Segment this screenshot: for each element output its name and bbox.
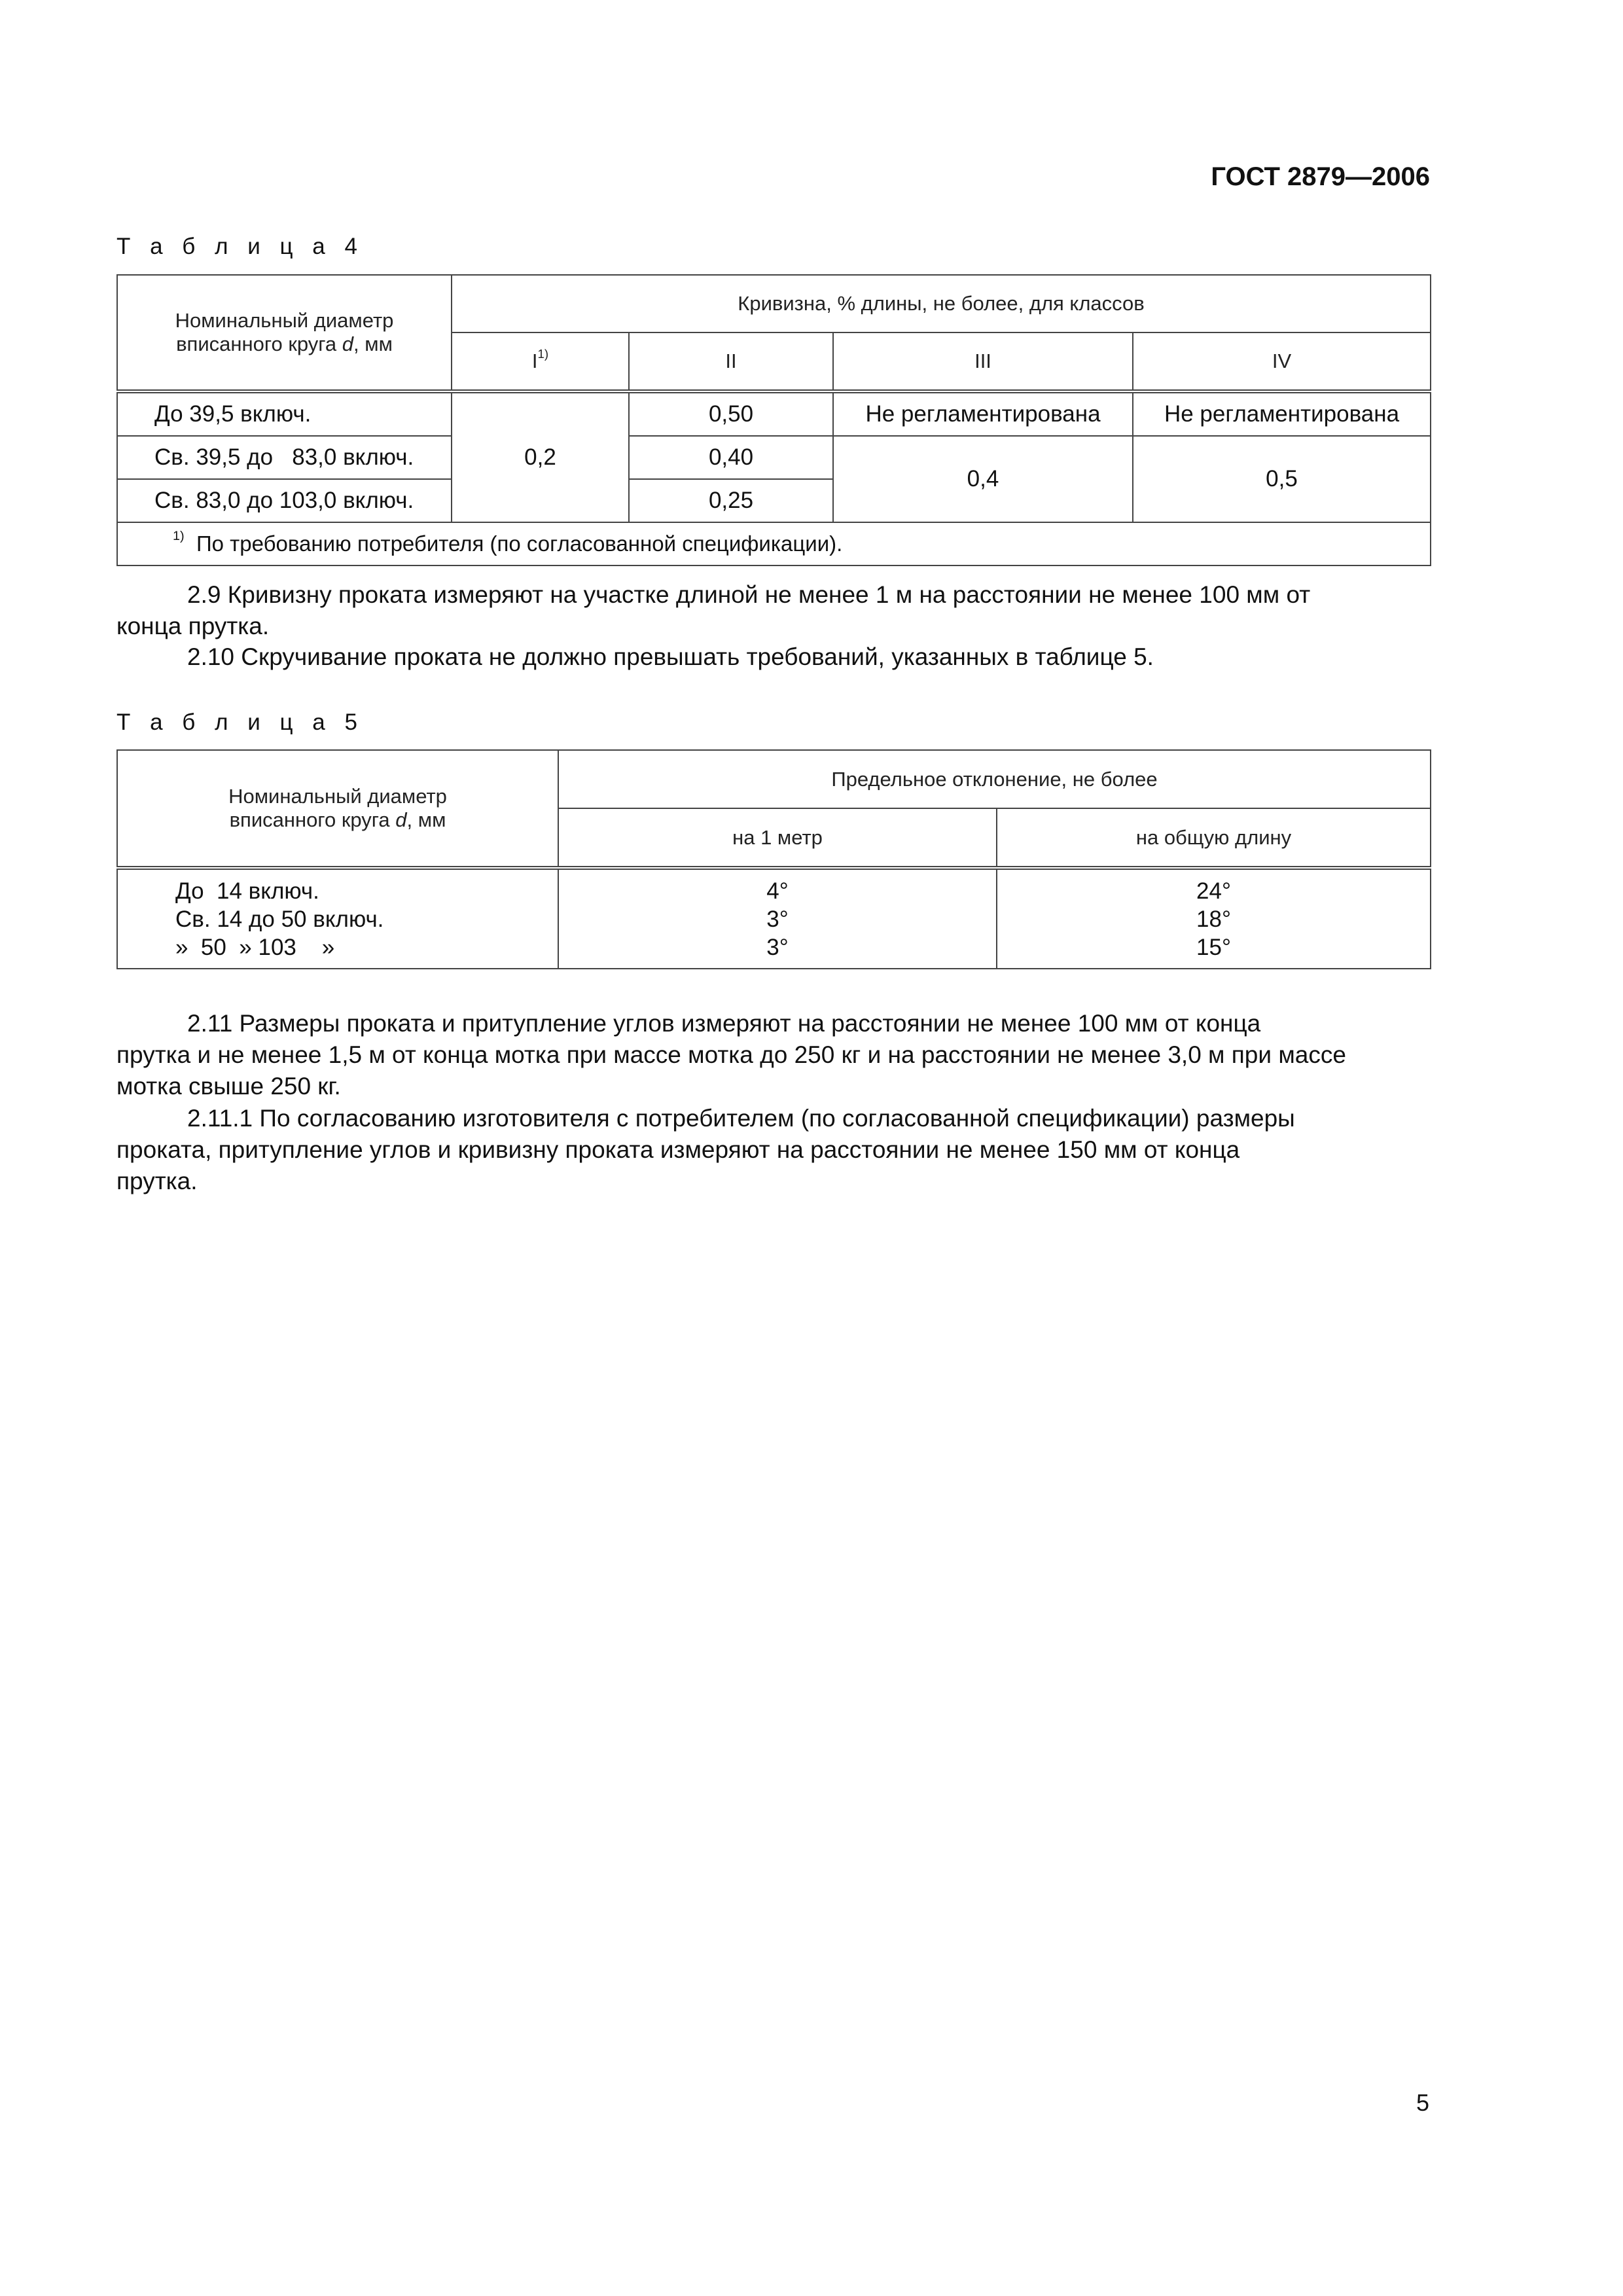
table-5-column-head-diameter: Номинальный диаметр вписанного круга d, мм (117, 750, 558, 868)
table-5-caption: Т а б л и ц а 5 (116, 709, 364, 735)
table-4-group-head-curvature: Кривизна, % длины, не более, для классов (452, 275, 1431, 332)
table-4-footnote: $^{1)}$ По требованию потребителя (по согласованной спецификации). (117, 522, 1431, 565)
table-4-class-II-value: 0,40 (629, 436, 833, 479)
table-5-per-meter-values (558, 868, 997, 969)
table-row (117, 868, 1431, 969)
table-4-caption: Т а б л и ц а 4 (116, 234, 364, 259)
table-row (117, 391, 1431, 436)
table-5 (116, 749, 1431, 969)
table-4-row-label: Св. 83,0 до 103,0 включ. (117, 479, 452, 522)
table-5-row-label: Св. 14 до 50 включ. (175, 906, 384, 932)
table-5-total-value: 24° (1196, 878, 1231, 904)
table-5-per-meter-value: 4° (766, 878, 789, 904)
paragraph-2-9: 2.9 Кривизну проката измеряют на участке длиной не менее 1 м на расстоянии не менее 100 мм от конца прутка. (116, 581, 1311, 639)
table-5-row-label: До 14 включ. (175, 878, 319, 904)
table-5-group-head-deviation: Предельное отклонение, не более (558, 750, 1431, 808)
table-4-class-head: $I^{1)}$ (452, 332, 629, 391)
table-4-class-I-value: 0,2 (452, 391, 629, 522)
table-5-per-meter-value: 3° (766, 906, 789, 932)
table-4 (116, 274, 1431, 566)
table-4-class-III-value: 0,4 (833, 436, 1133, 522)
table-5-row-label: » 50 » 103 » (175, 934, 335, 960)
table-4-class-head: III (833, 332, 1133, 391)
table-5-per-meter-value: 3° (766, 934, 789, 960)
table-row (117, 436, 1431, 479)
table-4-class-head: II (629, 332, 833, 391)
table-4-class-II-value: 0,25 (629, 479, 833, 522)
paragraph-2-11: 2.11 Размеры проката и притупление углов измеряют на расстоянии не менее 100 мм от конца прутка и не менее 1,5 м от конца мотка при массе мотка до 250 кг и на расстоянии не менее 3,0 м при массе мотка свыше 250 кг. (116, 1010, 1346, 1100)
table-4-class-IV-value: Не регламентирована (1133, 391, 1431, 436)
document-code: ГОСТ 2879—2006 (1211, 162, 1430, 191)
page-number: 5 (1416, 2089, 1429, 2116)
table-4-class-III-value: Не регламентирована (833, 391, 1133, 436)
table-5-subhead-per-meter: на 1 метр (558, 808, 997, 868)
paragraph-2-10: 2.10 Скручивание проката не должно превышать требований, указанных в таблице 5. (187, 643, 1154, 670)
table-4-row-label: До 39,5 включ. (117, 391, 452, 436)
footnote-mark: 1) (173, 529, 185, 544)
table-4-column-head-diameter: Номинальный диаметр вписанного круга d, мм (117, 275, 452, 391)
table-4-class-II-value: 0,50 (629, 391, 833, 436)
table-4-class-IV-value: 0,5 (1133, 436, 1431, 522)
table-4-class-head: IV (1133, 332, 1431, 391)
table-5-total-value: 15° (1196, 934, 1231, 960)
table-5-row-labels (117, 868, 558, 969)
paragraph-2-11-1: 2.11.1 По согласованию изготовителя с потребителем (по согласованной спецификации) размеры проката, притупление углов и кривизну проката измеряют на расстоянии не менее 150 мм от конца прутка. (116, 1105, 1295, 1194)
table-5-total-value: 18° (1196, 906, 1231, 932)
table-5-total-values (997, 868, 1431, 969)
table-5-subhead-total-length: на общую длину (997, 808, 1431, 868)
table-4-row-label: Св. 39,5 до 83,0 включ. (117, 436, 452, 479)
